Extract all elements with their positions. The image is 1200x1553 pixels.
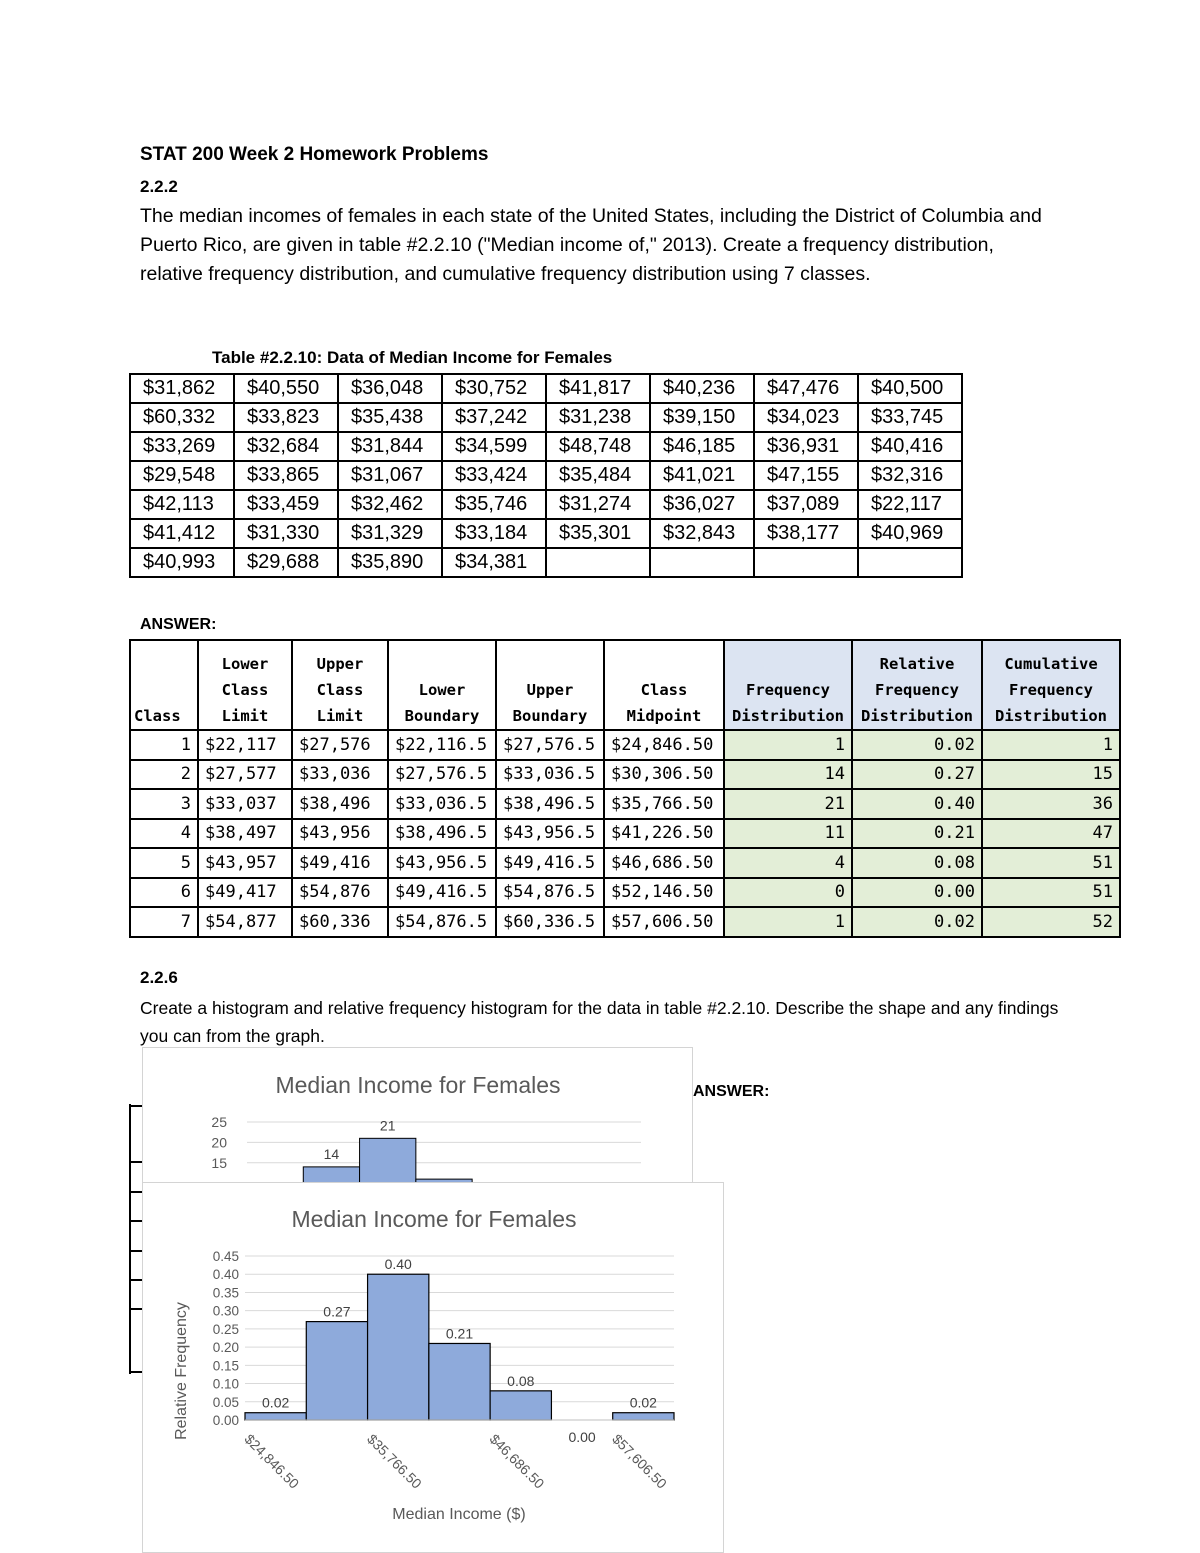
data-table-row [130, 461, 962, 490]
chart2-y-tick-label: 0.45 [212, 1249, 239, 1264]
freq-table-cell: 6 [130, 878, 198, 908]
chart1-bar [360, 1138, 416, 1186]
answer-label-2: ANSWER: [693, 1083, 770, 1100]
data-table-cell: $34,381 [442, 548, 546, 577]
data-table-cell: $41,021 [650, 461, 754, 490]
chart2-bar [613, 1413, 674, 1420]
chart2-y-tick-label: 0.20 [212, 1340, 239, 1356]
chart2-y-tick-label: 0.40 [212, 1267, 239, 1283]
data-table-cell: $60,332 [130, 403, 234, 432]
chart1-y-tick-label: 15 [211, 1154, 227, 1171]
frequency-histogram-svg [143, 1048, 692, 1186]
freq-table-cell: 11 [724, 819, 852, 849]
freq-table-cell: $43,957 [198, 848, 292, 878]
data-table-row [130, 403, 962, 432]
freq-table-cell: $27,576 [292, 730, 388, 760]
freq-table-header-line: Class [316, 681, 364, 699]
chart2-y-tick-label: 0.35 [212, 1285, 239, 1301]
data-table-cell: $31,067 [338, 461, 442, 490]
freq-table-cell: $33,037 [198, 789, 292, 819]
freq-table-row [130, 789, 1120, 819]
data-table-cell: $32,316 [858, 461, 962, 490]
data-table-cell: $41,412 [130, 519, 234, 548]
freq-table-header-line: Boundary [404, 707, 480, 725]
data-table-cell: $36,048 [338, 374, 442, 403]
data-table-cell: $31,329 [338, 519, 442, 548]
freq-table-cell: $35,766.50 [604, 789, 724, 819]
freq-table-header-line: Distribution [732, 707, 844, 725]
relative-frequency-histogram-svg [143, 1183, 723, 1552]
freq-table-header-line: Upper [526, 681, 574, 699]
freq-table-cell: $41,226.50 [604, 819, 724, 849]
freq-table-cell: $54,876 [292, 878, 388, 908]
data-table-cell [650, 548, 754, 577]
data-table-cell: $46,185 [650, 432, 754, 461]
freq-table-cell: $22,116.5 [388, 730, 496, 760]
chart2-value-label: 0.02 [262, 1394, 290, 1411]
freq-table-cell: 1 [724, 907, 852, 937]
freq-table-cell: $43,956.5 [496, 819, 604, 849]
data-table-cell: $31,274 [546, 490, 650, 519]
freq-table-cell: 0.40 [852, 789, 982, 819]
freq-table-body [130, 730, 1120, 937]
chart2-x-tick-label: $35,766.50 [364, 1430, 425, 1492]
data-table-cell [754, 548, 858, 577]
data-table-cell: $31,844 [338, 432, 442, 461]
freq-table-cell: 4 [130, 819, 198, 849]
freq-table-header [496, 640, 604, 730]
data-table-cell: $40,416 [858, 432, 962, 461]
freq-table-row [130, 907, 1120, 937]
data-table-cell: $31,862 [130, 374, 234, 403]
freq-table-cell: 2 [130, 760, 198, 790]
freq-table-header-line: Frequency [1009, 681, 1093, 699]
freq-table-header-line: Class [134, 707, 181, 725]
data-table-cell: $33,865 [234, 461, 338, 490]
problem-number-2-2-6: 2.2.6 [140, 968, 178, 987]
freq-table-cell: 14 [724, 760, 852, 790]
freq-table-row [130, 819, 1120, 849]
data-table-cell: $47,476 [754, 374, 858, 403]
freq-table-cell: $57,606.50 [604, 907, 724, 937]
problem-number-2-2-2: 2.2.2 [140, 177, 178, 196]
table-caption: Table #2.2.10: Data of Median Income for Females [212, 348, 613, 367]
freq-table-row [130, 878, 1120, 908]
freq-table-row [130, 848, 1120, 878]
freq-table-cell: 0.02 [852, 730, 982, 760]
problem-text-2-2-2: The median incomes of females in each state of the United States, including the District of Columbia and Puerto Rico, are given in table #2.2.10 ("Median income of," 2013). Create a frequency distribution, relative frequency distribution, and cumulative frequency distribution using 7 classes. [140, 205, 1042, 285]
data-table-row [130, 519, 962, 548]
relative-frequency-histogram-chart [142, 1182, 724, 1553]
chart1-y-tick-label: 25 [211, 1114, 227, 1130]
chart2-y-axis-title: Relative Frequency [173, 1302, 190, 1440]
data-table-cell: $33,269 [130, 432, 234, 461]
freq-table-cell: 21 [724, 789, 852, 819]
chart2-bar [306, 1322, 367, 1420]
data-table-cell: $31,238 [546, 403, 650, 432]
data-table-cell: $35,484 [546, 461, 650, 490]
freq-table-header-line: Cumulative [1004, 655, 1098, 673]
data-table-cell: $39,150 [650, 403, 754, 432]
data-table-cell: $33,184 [442, 519, 546, 548]
chart2-x-tick-label: $24,846.50 [241, 1430, 303, 1492]
hidden-table-edge [128, 1104, 142, 1374]
freq-table-header-line: Limit [221, 707, 269, 725]
freq-table-cell: $43,956 [292, 819, 388, 849]
freq-table-header-line: Lower [418, 681, 466, 699]
freq-table-cell: $38,496 [292, 789, 388, 819]
freq-table-header-line: Lower [221, 655, 269, 673]
data-table-cell: $36,027 [650, 490, 754, 519]
freq-table-header-line: Midpoint [626, 707, 702, 725]
frequency-histogram-chart [142, 1047, 693, 1187]
freq-table-cell: 5 [130, 848, 198, 878]
freq-table-header-line: Frequency [746, 681, 830, 699]
data-table-cell [546, 548, 650, 577]
data-table-cell: $35,746 [442, 490, 546, 519]
freq-table-cell: $52,146.50 [604, 878, 724, 908]
freq-table-cell: $38,496.5 [496, 789, 604, 819]
chart2-value-label: 0.27 [323, 1303, 351, 1320]
chart2-value-label: 0.40 [384, 1256, 412, 1273]
chart2-bar [429, 1343, 490, 1420]
freq-table-cell: 0.27 [852, 760, 982, 790]
data-table-cell: $33,459 [234, 490, 338, 519]
freq-table-header-line: Class [640, 681, 688, 699]
freq-table-header [724, 640, 852, 730]
chart2-value-label: 0.02 [629, 1394, 657, 1411]
data-table-cell: $40,550 [234, 374, 338, 403]
answer-label: ANSWER: [140, 616, 217, 633]
data-table-cell: $29,548 [130, 461, 234, 490]
data-table-cell: $48,748 [546, 432, 650, 461]
freq-table-cell: $60,336 [292, 907, 388, 937]
chart2-x-tick-label: $46,686.50 [486, 1430, 548, 1492]
chart2-bar [368, 1274, 429, 1420]
chart2-bar [490, 1391, 551, 1420]
freq-table-row [130, 760, 1120, 790]
median-income-data-table [129, 373, 963, 578]
data-table-cell: $37,242 [442, 403, 546, 432]
data-table-cell: $34,023 [754, 403, 858, 432]
data-table-cell [858, 548, 962, 577]
freq-table-cell: $22,117 [198, 730, 292, 760]
data-table-cell: $35,438 [338, 403, 442, 432]
freq-table-cell: 7 [130, 907, 198, 937]
freq-table-header-line: Boundary [512, 707, 588, 725]
freq-table-header-line: Distribution [861, 707, 973, 725]
freq-table-cell: $49,416 [292, 848, 388, 878]
freq-table-header-line: Distribution [995, 707, 1107, 725]
chart2-y-tick-label: 0.25 [212, 1321, 239, 1337]
freq-table-cell: $30,306.50 [604, 760, 724, 790]
data-table-row [130, 548, 962, 577]
data-table-row [130, 432, 962, 461]
chart2-y-tick-label: 0.05 [212, 1394, 239, 1410]
freq-table-cell: $27,576.5 [496, 730, 604, 760]
chart2-x-tick-label: $57,606.50 [609, 1430, 671, 1492]
frequency-distribution-table [129, 639, 1121, 938]
freq-table-cell: 0.00 [852, 878, 982, 908]
freq-table-cell: 52 [982, 907, 1120, 937]
freq-table-cell: 47 [982, 819, 1120, 849]
freq-table-header-line: Limit [316, 707, 364, 725]
problem-text-2-2-6: Create a histogram and relative frequency histogram for the data in table #2.2.10. Describe the shape and any findings you can from the graph. [140, 998, 1059, 1046]
freq-table-cell: 0.02 [852, 907, 982, 937]
freq-table-cell: $27,576.5 [388, 760, 496, 790]
data-table-cell: $37,089 [754, 490, 858, 519]
data-table-cell: $35,301 [546, 519, 650, 548]
data-table-cell: $40,500 [858, 374, 962, 403]
chart1-value-label: 14 [323, 1145, 340, 1162]
data-table-cell: $36,931 [754, 432, 858, 461]
freq-table-cell: $38,497 [198, 819, 292, 849]
chart2-y-tick-label: 0.30 [212, 1303, 239, 1319]
freq-table-header-row [130, 640, 1120, 730]
freq-table-cell: 1 [724, 730, 852, 760]
data-table-row [130, 374, 962, 403]
freq-table-cell: $49,416.5 [496, 848, 604, 878]
data-table-cell: $32,684 [234, 432, 338, 461]
freq-table-cell: $43,956.5 [388, 848, 496, 878]
freq-table-cell: $27,577 [198, 760, 292, 790]
freq-table-cell: 0.08 [852, 848, 982, 878]
document-title: STAT 200 Week 2 Homework Problems [140, 144, 489, 165]
freq-table-header [130, 640, 198, 730]
chart2-title: Median Income for Females [291, 1206, 577, 1232]
chart2-value-label: 0.08 [507, 1372, 535, 1389]
chart2-x-axis-title: Median Income ($) [392, 1506, 526, 1523]
freq-table-header-line: Class [221, 681, 269, 699]
data-table-cell: $41,817 [546, 374, 650, 403]
freq-table-cell: 1 [982, 730, 1120, 760]
chart2-y-tick-label: 0.15 [212, 1358, 239, 1374]
data-table-cell: $40,969 [858, 519, 962, 548]
data-table-cell: $47,155 [754, 461, 858, 490]
data-table-cell: $33,823 [234, 403, 338, 432]
chart2-y-tick-label: 0.00 [212, 1413, 239, 1428]
freq-table-header [982, 640, 1120, 730]
freq-table-header-line: Relative [879, 655, 955, 673]
freq-table-cell: $33,036.5 [388, 789, 496, 819]
freq-table-cell: $38,496.5 [388, 819, 496, 849]
chart2-value-label: 0.00 [568, 1429, 596, 1445]
freq-table-cell: $33,036 [292, 760, 388, 790]
chart1-title: Median Income for Females [275, 1072, 561, 1098]
freq-table-cell: $60,336.5 [496, 907, 604, 937]
freq-table-cell: 51 [982, 878, 1120, 908]
chart2-value-label: 0.21 [445, 1325, 474, 1342]
freq-table-cell: 36 [982, 789, 1120, 819]
chart1-value-label: 21 [379, 1117, 396, 1134]
freq-table-row [130, 730, 1120, 760]
data-table-cell: $40,993 [130, 548, 234, 577]
freq-table-header [292, 640, 388, 730]
freq-table-header-line: Upper [316, 655, 364, 673]
freq-table-cell: 1 [130, 730, 198, 760]
freq-table-cell: 15 [982, 760, 1120, 790]
chart1-y-tick-label: 20 [211, 1134, 227, 1151]
data-table-cell: $34,599 [442, 432, 546, 461]
data-table-cell: $32,462 [338, 490, 442, 519]
freq-table-header [388, 640, 496, 730]
data-table-cell: $22,117 [858, 490, 962, 519]
freq-table-cell: 3 [130, 789, 198, 819]
data-table-cell: $29,688 [234, 548, 338, 577]
data-table-cell: $38,177 [754, 519, 858, 548]
freq-table-header [852, 640, 982, 730]
data-table-cell: $33,745 [858, 403, 962, 432]
chart2-y-tick-label: 0.10 [212, 1376, 239, 1392]
data-table-cell: $32,843 [650, 519, 754, 548]
freq-table-cell: $46,686.50 [604, 848, 724, 878]
freq-table-cell: $33,036.5 [496, 760, 604, 790]
freq-table-header [604, 640, 724, 730]
freq-table-cell: 51 [982, 848, 1120, 878]
freq-table-cell: $49,417 [198, 878, 292, 908]
data-table-cell: $33,424 [442, 461, 546, 490]
data-table-cell: $30,752 [442, 374, 546, 403]
freq-table-cell: $49,416.5 [388, 878, 496, 908]
data-table-cell: $31,330 [234, 519, 338, 548]
freq-table-cell: $24,846.50 [604, 730, 724, 760]
data-table-cell: $42,113 [130, 490, 234, 519]
chart2-bar [245, 1413, 306, 1420]
data-table-row [130, 490, 962, 519]
freq-table-cell: 4 [724, 848, 852, 878]
freq-table-cell: $54,876.5 [496, 878, 604, 908]
data-table-cell: $35,890 [338, 548, 442, 577]
freq-table-cell: 0.21 [852, 819, 982, 849]
freq-table-header [198, 640, 292, 730]
freq-table-cell: $54,877 [198, 907, 292, 937]
freq-table-cell: 0 [724, 878, 852, 908]
freq-table-cell: $54,876.5 [388, 907, 496, 937]
data-table-cell: $40,236 [650, 374, 754, 403]
freq-table-header-line: Frequency [875, 681, 959, 699]
